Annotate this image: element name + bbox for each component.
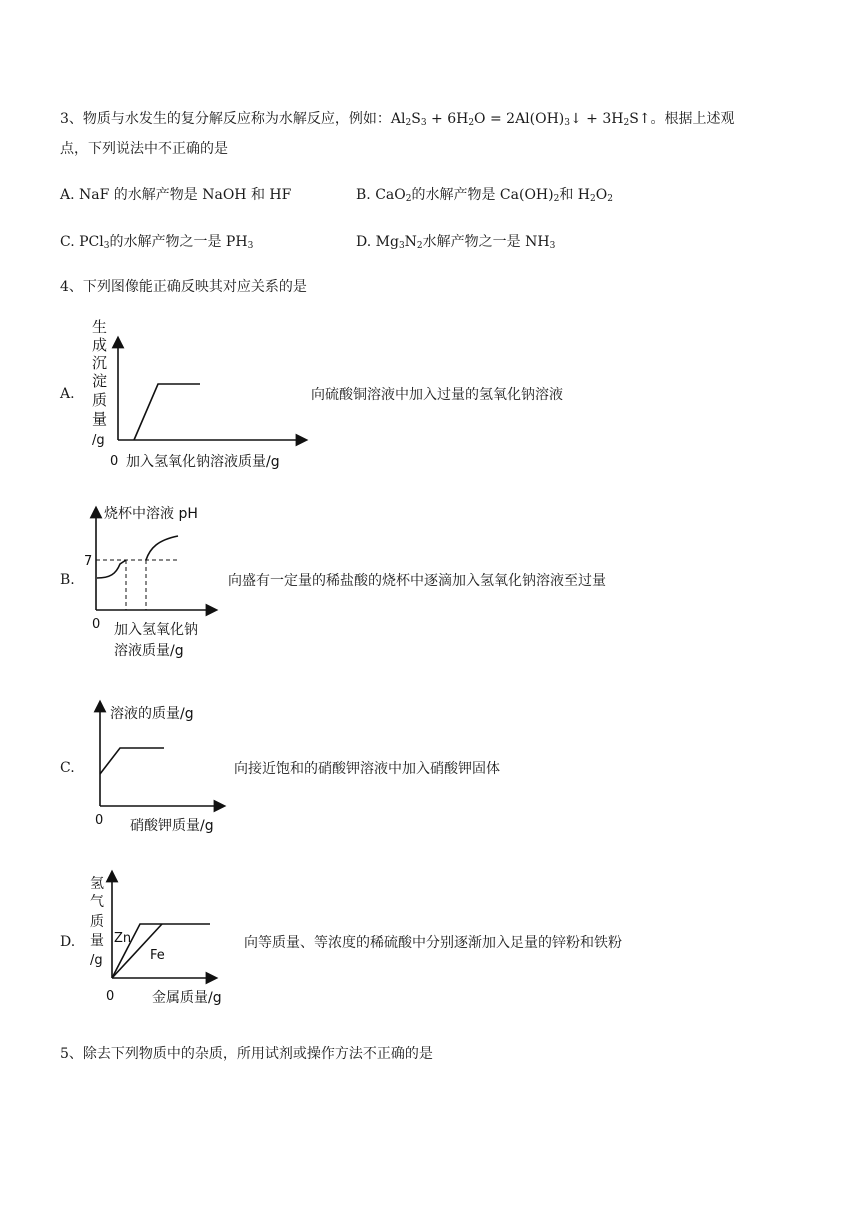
y-label-char: 生: [92, 318, 108, 336]
origin-label: 0: [110, 454, 119, 469]
q3-text: S↑。根据上述观: [629, 111, 735, 127]
q4-stem: 4、下列图像能正确反映其对应关系的是: [60, 279, 307, 295]
q4-graph-c: [80, 700, 240, 840]
q3-text: O: [595, 187, 608, 203]
q3-stem-line2: 点，下列说法中不正确的是: [60, 141, 228, 157]
y-tick-7: 7: [84, 554, 93, 569]
subscript: 3: [247, 241, 254, 251]
q4-option-b-letter: B.: [60, 572, 75, 588]
y-axis-label: 烧杯中溶液 pH: [104, 506, 198, 522]
q3-text: 的水解产物之一是 PH: [109, 234, 248, 250]
graph-b-svg: [80, 498, 240, 666]
subscript: 2: [416, 241, 423, 251]
q3-text: B. CaO: [356, 187, 406, 203]
q3-option-a: A. NaF 的水解产物是 NaOH 和 HF: [60, 187, 292, 203]
q4-option-a-letter: A.: [60, 386, 75, 402]
x-axis-label: 加入氢氧化钠溶液质量/g: [126, 454, 280, 470]
y-label-char: 淀: [92, 372, 108, 390]
x-axis-label: 金属质量/g: [152, 990, 222, 1006]
q3-text: + 6H: [426, 111, 469, 127]
graph-c-svg: [80, 700, 240, 840]
q3-option-d: [356, 231, 555, 251]
y-label-char: /g: [92, 433, 105, 448]
y-axis-label: 溶液的质量/g: [110, 706, 194, 722]
y-axis-label: [92, 318, 107, 448]
q3-text: 3、物质与水发生的复分解反应称为水解反应，例如：Al: [60, 111, 406, 127]
origin-label: 0: [106, 989, 115, 1004]
y-label-char: 量: [92, 410, 108, 428]
graph-d-svg: [80, 868, 240, 1008]
q4-graph-b: [80, 498, 240, 666]
q4-option-c-desc: 向接近饱和的硝酸钾溶液中加入硝酸钾固体: [234, 761, 500, 777]
q3-text: 水解产物之一是 NH: [422, 234, 550, 250]
y-label-char: 成: [92, 336, 108, 354]
graph-a-svg: [80, 310, 320, 472]
subscript: 2: [405, 194, 412, 204]
subscript: 2: [405, 118, 412, 128]
y-label-char: 氢: [90, 876, 104, 892]
subscript: 2: [623, 118, 630, 128]
origin-label: 0: [95, 813, 104, 828]
subscript: 2: [590, 194, 596, 204]
curve-ph-low: [97, 560, 126, 578]
subscript: 3: [103, 241, 110, 251]
q4-graph-a: [80, 310, 320, 472]
series-label-fe: Fe: [150, 948, 165, 963]
q3-text: C. PCl: [60, 234, 104, 250]
q4-option-c-letter: C.: [60, 760, 75, 776]
y-axis-label: [90, 876, 104, 968]
x-axis-label: 硝酸钾质量/g: [130, 818, 214, 834]
y-label-char: 量: [90, 933, 104, 949]
origin-label: 0: [92, 617, 101, 632]
subscript: 2: [553, 194, 560, 204]
q3-text: O = 2Al(OH): [474, 111, 565, 127]
q3-stem-line1: [60, 108, 735, 128]
q3-option-b: [356, 184, 613, 204]
y-label-char: /g: [90, 953, 103, 968]
q4-option-b-desc: 向盛有一定量的稀盐酸的烧杯中逐滴加入氢氧化钠溶液至过量: [228, 573, 606, 589]
q3-option-c: [60, 231, 253, 251]
q3-text: S: [411, 111, 421, 127]
y-label-char: 质: [90, 914, 104, 930]
subscript: 3: [564, 118, 570, 128]
subscript: 3: [420, 118, 427, 128]
y-label-char: 沉: [92, 354, 108, 372]
y-label-char: 气: [90, 894, 104, 910]
curve-ph-high: [146, 536, 178, 560]
q5-stem: 5、除去下列物质中的杂质，所用试剂或操作方法不正确的是: [60, 1046, 433, 1062]
q3-text: N: [404, 234, 417, 250]
series-label-zn: Zn: [114, 931, 132, 946]
subscript: 2: [468, 118, 475, 128]
x-axis-label-line2: 溶液质量/g: [114, 643, 184, 659]
q4-graph-d: [80, 868, 240, 1008]
q4-option-d-desc: 向等质量、等浓度的稀硫酸中分别逐渐加入足量的锌粉和铁粉: [244, 935, 622, 951]
subscript: 3: [549, 241, 556, 251]
q3-text: ↓ + 3H: [570, 111, 624, 127]
curve-solution-mass: [100, 748, 164, 774]
subscript: 3: [398, 241, 405, 251]
subscript: 2: [607, 194, 613, 204]
q4-option-a-desc: 向硫酸铜溶液中加入过量的氢氧化钠溶液: [311, 387, 563, 403]
q4-option-d-letter: D.: [60, 934, 76, 950]
q3-text: 和 H: [559, 187, 590, 203]
curve-precipitate: [134, 384, 200, 440]
q3-text: D. Mg: [356, 234, 399, 250]
y-label-char: 质: [92, 391, 108, 409]
q3-text: 的水解产物是 Ca(OH): [411, 187, 554, 203]
x-axis-label-line1: 加入氢氧化钠: [114, 622, 198, 638]
